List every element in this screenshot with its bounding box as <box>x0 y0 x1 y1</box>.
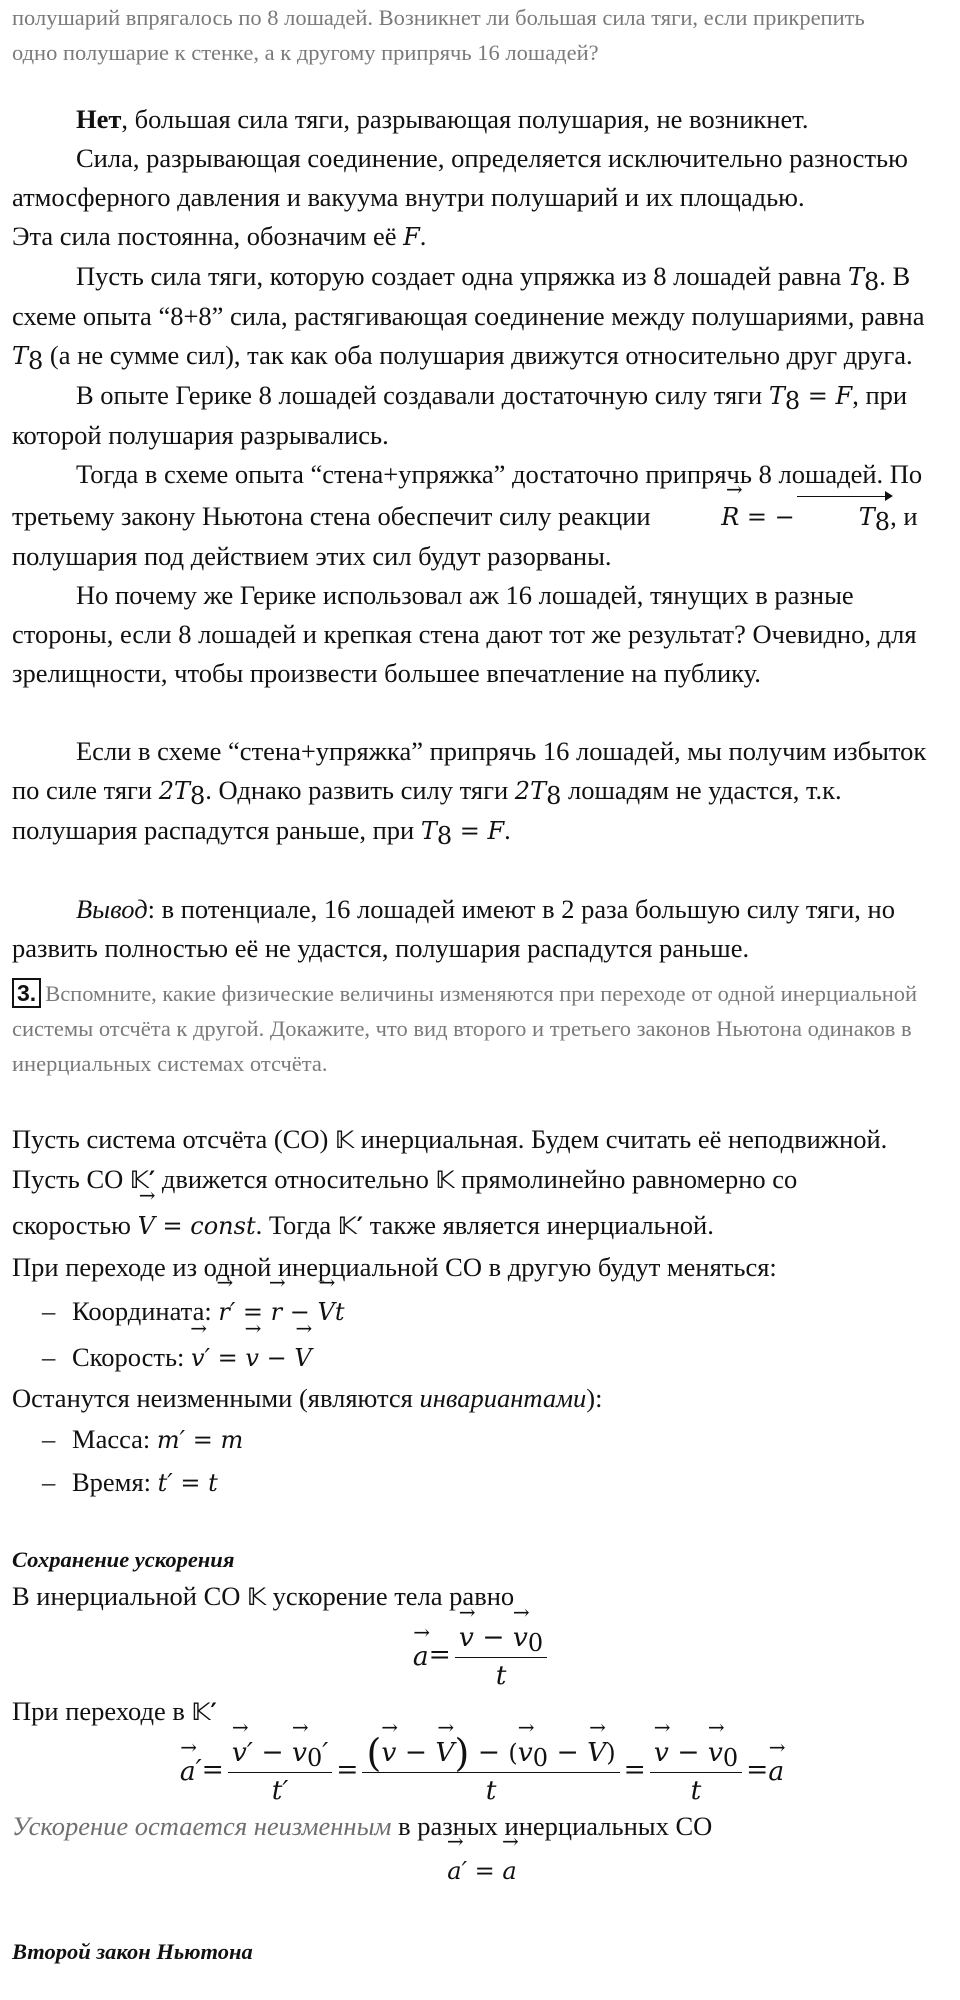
list-item-speed: – Скорость: → v′ = → v − → V <box>12 1333 952 1379</box>
task2-question-line2: одно полушарие к стенке, а к другому припрячь 16 лошадей? <box>12 40 599 65</box>
accel-l2: При переходе в 𝕂′ <box>12 1696 217 1726</box>
answer3-l2: Пусть СО 𝕂′ движется относительно 𝕂 прямолинейно равномерно со <box>12 1164 798 1194</box>
changing-quantities-list <box>12 1287 952 1379</box>
answer2-p2: Сила, разрывающая соединение, определяется исключительно разностью атмосферного давления и вакуума внутри полушарий и их площадью. <box>12 143 908 212</box>
invariants-list <box>12 1418 952 1504</box>
answer2-p1: Нет, большая сила тяги, разрывающая полушария, не возникнет. <box>76 104 809 134</box>
accel-l1: В инерциальной СО 𝕂 ускорение тела равно <box>12 1581 515 1611</box>
fraction: $\frac{(\to v - \to V) - (\to v_0 - \to V)}{t}$ <box>362 1732 619 1807</box>
formula-a-prime-equals-a: → a′ = → a <box>12 1846 952 1896</box>
spacer <box>12 1896 952 1935</box>
fraction: → $\frac{v - \to v_0}{t}$ <box>455 1617 547 1692</box>
answer2-conclusion: Вывод: в потенциале, 16 лошадей имеют в 2 раза большую силу тяги, но развить полностью её не удастся, полушария распадутся раньше. <box>12 894 895 963</box>
accel-l3: Ускорение остается неизменным в разных инерциальных СО <box>12 1811 713 1841</box>
answer3-l4: При переходе из одной инерциальной СО в другую будут меняться: <box>12 1252 777 1282</box>
list-item-coordinate: – Координата: → r′ = → r − → Vt <box>12 1287 952 1333</box>
answer2-p8: Если в схеме “стена+упряжка” припрячь 16 лошадей, мы получим избыток по силе тяги $2T_8$. Однако развить силу тяги $2T_8$ лошадям не удастся, т.к. полушария распадутся раньше, при $T_8 = F$. <box>12 736 927 850</box>
formula-acceleration: → a = → $\frac{v - \to v_0}{t}$ <box>12 1617 952 1692</box>
answer3-l1: Пусть система отсчёта (СО) 𝕂 инерциальная. Будем считать её неподвижной. <box>12 1124 888 1154</box>
fraction: → $\frac{v' - \to v_0'}{t'}$ <box>228 1732 332 1807</box>
list-item-mass: – Масса: m′ = m <box>42 1424 244 1454</box>
answer2-p6: Тогда в схеме опыта “стена+упряжка” достаточно припрячь 8 лошадей. По третьему закону Ньютона стена обеспечит силу реакции → R = − $T_8$, и полушария под действием этих сил будут разорваны. <box>12 455 952 576</box>
spacer <box>12 1081 952 1120</box>
spacer <box>12 1504 952 1543</box>
answer-no: Нет <box>76 104 122 134</box>
heading-newton-second-law: Второй закон Ньютона <box>12 1939 253 1964</box>
heading-acceleration-conservation: Сохранение ускорения <box>12 1547 235 1572</box>
list-item-time: – Время: t′ = t <box>42 1467 218 1497</box>
formula-acceleration-prime: → a ′ = → $\frac{v' - \to v_0'}{t'}$ = $\frac{(\to v - \to V) - (\to v_0 - \to V)}{t}$ = → $\frac{v - \to v_0}{t}$ = → a <box>12 1732 952 1807</box>
answer3-l5: Останутся неизменными (являются инвариантами): <box>12 1383 603 1413</box>
task-number-badge: 3. <box>12 978 41 1008</box>
spacer <box>12 693 952 732</box>
task2-question-line1: полушарий впрягалось по 8 лошадей. Возникнет ли большая сила тяги, если прикрепить <box>12 5 865 30</box>
spacer <box>12 70 952 100</box>
answer2-p3: Эта сила постоянна, обозначим её F. <box>12 221 427 251</box>
fraction: → $\frac{v - \to v_0}{t}$ <box>650 1732 742 1807</box>
spacer <box>12 968 952 976</box>
answer2-p7: Но почему же Герике использовал аж 16 лошадей, тянущих в разные стороны, если 8 лошадей и крепкая стена дают тот же результат? Очевидно, для зрелищности, чтобы произвести большее впечатление на публику. <box>12 580 917 688</box>
answer2-p4: Пусть сила тяги, которую создает одна упряжка из 8 лошадей равна $T_8$. В схеме опыта “8+8” сила, растягивающая соединение между полушариями, равна $T_8$ (а не сумме сил), так как оба полушария движутся относительно друг друга. <box>12 261 925 375</box>
vector-T8: $T_8$ <box>795 497 890 537</box>
task3-question: 3. Вспомните, какие физические величины изменяются при переходе от одной инерциальной системы отсчёта к другой. Докажите, что вид второго и третьего законов Ньютона одинаков в инерциальных системах отсчёта. <box>12 980 918 1076</box>
spacer <box>12 851 952 890</box>
answer3-l3: скоростью → V = const. Тогда 𝕂′ также является инерциальной. <box>12 1200 952 1248</box>
answer2-p5: В опыте Герике 8 лошадей создавали достаточную силу тяги $T_8 = F$, при которой полушария разрывались. <box>12 380 908 450</box>
document-page <box>12 0 952 1969</box>
